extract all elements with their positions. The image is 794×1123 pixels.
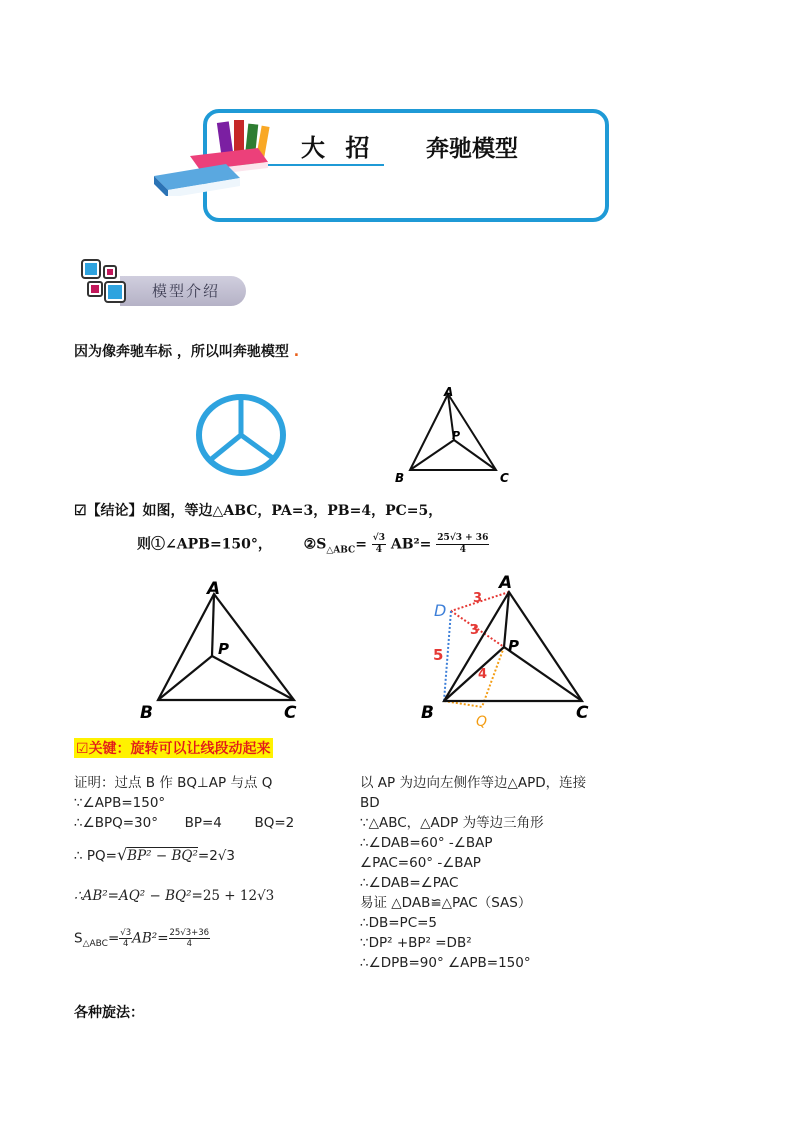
proof-right-line-9: ∵DP² +BP² =DB² bbox=[360, 935, 472, 951]
result-angle: 则①∠APB=150°， bbox=[137, 536, 272, 553]
key-highlight bbox=[74, 738, 273, 758]
triangle-figure-small bbox=[388, 382, 518, 486]
proof-left-pq: ∴ PQ= bbox=[74, 848, 117, 864]
mercedes-logo-figure bbox=[190, 392, 296, 478]
proof-frac2-den: 4 bbox=[186, 939, 193, 949]
fig3-label-a: A bbox=[207, 579, 221, 599]
fig4-len-ad: 3 bbox=[473, 591, 483, 606]
proof-left-s: S bbox=[74, 930, 83, 947]
intro-dot: . bbox=[293, 344, 300, 360]
proof-left-line-1: 证明：过点 B 作 BQ⊥AP 与点 Q bbox=[74, 775, 273, 791]
proof-left-s-ab: AB²= bbox=[132, 930, 169, 947]
fig4-len-dp: 3 bbox=[470, 623, 480, 638]
fig4-label-b: B bbox=[421, 703, 434, 723]
intro-text bbox=[74, 341, 299, 361]
proof-right-line-3: ∵△ABC，△ADP 为等边三角形 bbox=[360, 815, 544, 831]
proof-left-line-5 bbox=[74, 886, 294, 906]
result-area-sub: △ABC bbox=[326, 545, 356, 556]
title-underline bbox=[262, 164, 384, 166]
proof-left-line-2: ∵∠APB=150° bbox=[74, 795, 166, 811]
fig2-label-a: A bbox=[444, 385, 454, 399]
proof-left-radicand: BP² − BQ² bbox=[127, 848, 198, 864]
fig4-label-q: Q bbox=[476, 714, 488, 730]
proof-right-line-4: ∴∠DAB=60° -∠BAP bbox=[360, 835, 493, 851]
frac2-num: 25√3 + 36 bbox=[437, 533, 489, 543]
fig4-len-bp: 4 bbox=[478, 667, 488, 682]
fig4-label-c: C bbox=[576, 703, 589, 723]
rotation-construction-figure bbox=[416, 568, 596, 736]
conclusion-checkbox: ☑ bbox=[74, 503, 87, 519]
title-main: 大 招 bbox=[301, 133, 376, 162]
proof-right-line-2: BD bbox=[360, 795, 380, 811]
fig3-label-c: C bbox=[284, 703, 297, 723]
proof-left-bpq: ∴∠BPQ=30° bbox=[74, 815, 158, 831]
proof-right bbox=[360, 773, 586, 973]
proof-right-line-6: ∴∠DAB=∠PAC bbox=[360, 875, 459, 891]
proof-left-line-6 bbox=[74, 928, 294, 954]
fig4-label-p: P bbox=[508, 637, 519, 655]
fig2-label-c: C bbox=[500, 471, 509, 485]
proof-left-bp: BP=4 bbox=[184, 815, 222, 831]
fig4-label-d: D bbox=[434, 601, 447, 620]
conclusion-text: 【结论】如图，等边△ABC，PA=3，PB=4，PC=5， bbox=[86, 503, 443, 519]
fig3-label-b: B bbox=[140, 703, 153, 723]
conclusion-results bbox=[137, 533, 489, 556]
proof-left-ab2: ∴AB²=AQ² − BQ² bbox=[74, 888, 192, 904]
fig2-label-p: P bbox=[452, 429, 461, 442]
methods-heading: 各种旋法： bbox=[74, 1005, 144, 1021]
proof-frac1-num: √3 bbox=[120, 928, 132, 938]
intro-sentence: 因为像奔驰车标 ，所以叫奔驰模型 bbox=[74, 344, 289, 360]
proof-right-line-10: ∴∠DPB=90° ∠APB=150° bbox=[360, 955, 531, 971]
key-text: 关键：旋转可以让线段动起来 bbox=[88, 741, 271, 757]
frac1-num: √3 bbox=[372, 533, 385, 543]
squares-icon bbox=[78, 256, 128, 308]
proof-left-ab2-val: =25 + 12√3 bbox=[191, 888, 275, 904]
proof-left-bq: BQ=2 bbox=[254, 815, 295, 831]
proof-left-s-eq: = bbox=[107, 930, 120, 947]
section-banner-label: 模型介绍 bbox=[152, 282, 221, 300]
result-area-prefix: ②S bbox=[303, 536, 327, 553]
proof-left-frac-2 bbox=[169, 928, 211, 949]
result-frac-1 bbox=[372, 533, 386, 556]
frac2-den: 4 bbox=[459, 545, 466, 555]
books-icon bbox=[150, 118, 275, 196]
proof-left-frac-1 bbox=[119, 928, 132, 949]
proof-left-line-3 bbox=[74, 813, 294, 833]
result-ab2: AB²= bbox=[390, 536, 432, 553]
result-frac-2 bbox=[436, 533, 489, 556]
fig4-len-db: 5 bbox=[433, 646, 444, 664]
proof-right-line-8: ∴DB=PC=5 bbox=[360, 915, 438, 931]
proof-frac1-den: 4 bbox=[122, 939, 129, 949]
result-area-eq: = bbox=[355, 536, 367, 553]
key-checkbox: ☑ bbox=[76, 741, 89, 757]
conclusion-line bbox=[74, 500, 442, 520]
frac1-den: 4 bbox=[375, 545, 383, 555]
proof-frac2-num: 25√3+36 bbox=[169, 928, 210, 938]
sqrt-sign-icon: √ bbox=[116, 845, 128, 864]
proof-right-line-1: 以 AP 为边向左侧作等边△APD，连接 bbox=[360, 775, 587, 791]
fig3-label-p: P bbox=[218, 640, 229, 658]
proof-left-s-sub: △ABC bbox=[82, 939, 108, 950]
fig4-label-a: A bbox=[499, 573, 513, 593]
proof-left bbox=[74, 773, 294, 954]
proof-left-pq-val: =2√3 bbox=[197, 848, 235, 864]
title-sub: 奔驰模型 bbox=[426, 135, 518, 162]
proof-right-line-7: 易证 △DAB≌△PAC（SAS） bbox=[360, 895, 532, 911]
proof-right-line-5: ∠PAC=60° -∠BAP bbox=[360, 855, 481, 871]
triangle-figure-large bbox=[132, 572, 304, 724]
fig2-label-b: B bbox=[395, 471, 405, 485]
proof-left-line-4 bbox=[74, 845, 294, 866]
